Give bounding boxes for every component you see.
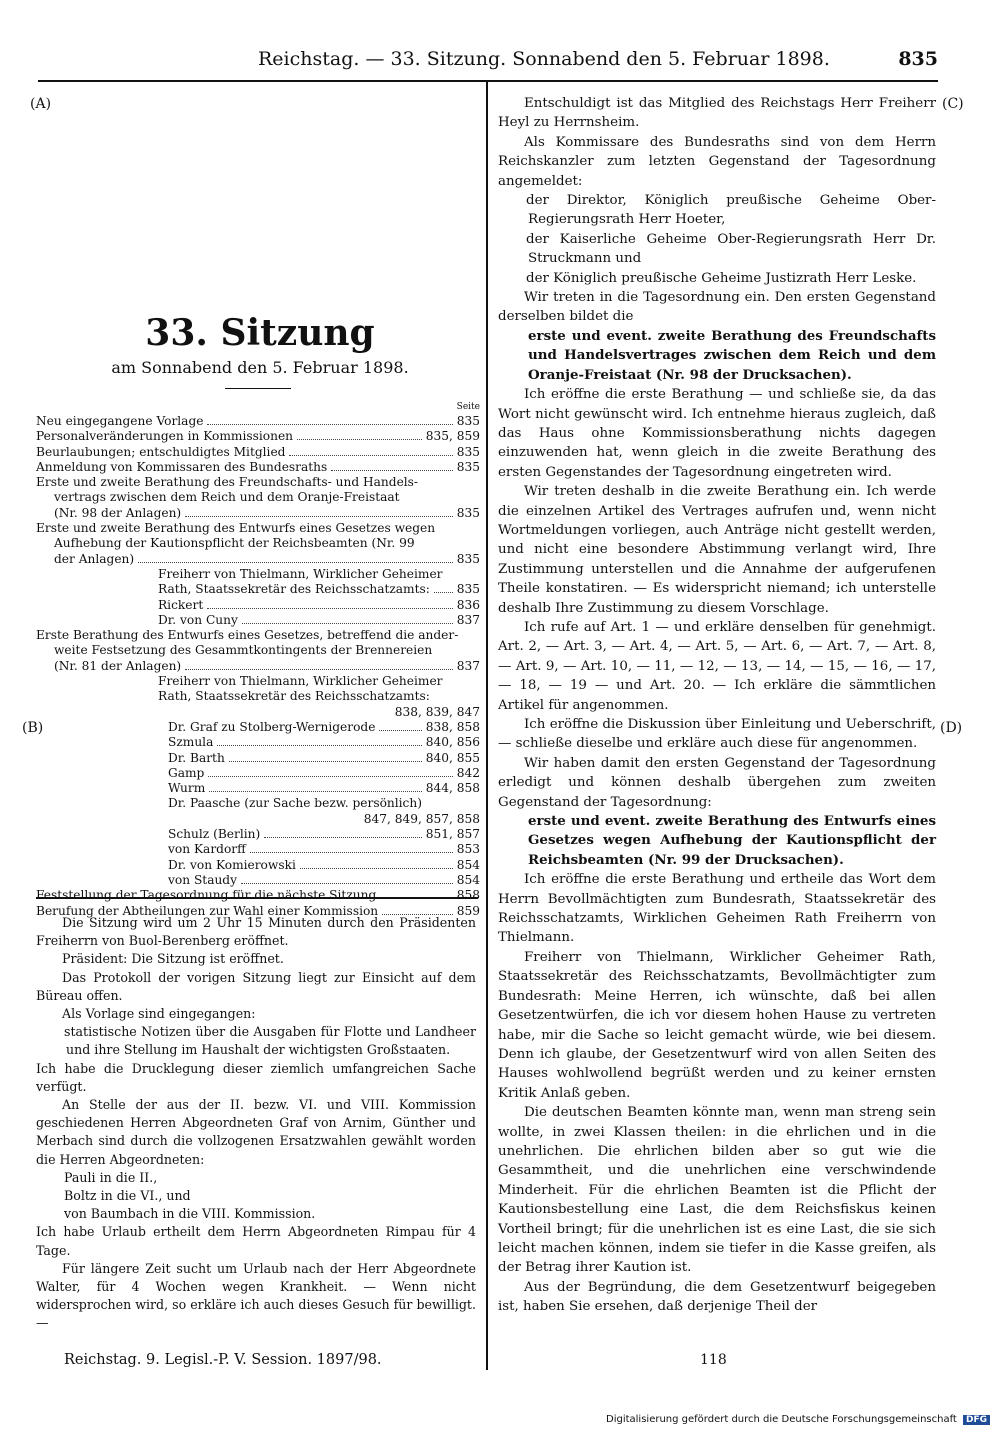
- toc-entry-text: Dr. Barth: [168, 750, 225, 765]
- toc-entry-page: 835: [456, 444, 480, 459]
- toc-entry-page: 837: [456, 658, 480, 673]
- toc-entry-page: 853: [456, 842, 480, 857]
- toc-entry-page: 835, 859: [425, 429, 480, 444]
- toc-entry-text: Gamp: [168, 765, 205, 780]
- toc-leader: [434, 583, 453, 593]
- paragraph: Ich habe Urlaub ertheilt dem Herrn Abgeordneten Rimpau für 4 Tage.: [36, 1224, 476, 1258]
- toc-leader: [207, 415, 452, 425]
- sheet-signature: 118: [700, 1352, 727, 1368]
- toc-entry-page: 838, 858: [425, 719, 480, 734]
- toc-entry: [36, 521, 480, 536]
- paragraph: Die Sitzung wird um 2 Uhr 15 Minuten durch den Präsidenten Freiherrn von Buol-Berenberg eröffnet.: [36, 915, 476, 949]
- toc-seite-label: Seite: [456, 402, 480, 412]
- toc-leader: [207, 599, 453, 609]
- margin-mark-a: (A): [30, 96, 52, 112]
- paragraph: der Königlich preußische Geheime Justizrath Herr Leske.: [526, 270, 917, 286]
- toc-entry: [36, 858, 480, 873]
- toc-entry-text: Personalveränderungen in Kommissionen: [36, 429, 294, 444]
- toc-entry-page: 835: [456, 414, 480, 428]
- paragraph: Das Protokoll der vorigen Sitzung liegt zur Einsicht auf dem Büreau offen.: [36, 969, 476, 1003]
- session-subtitle: am Sonnabend den 5. Februar 1898.: [111, 358, 409, 377]
- toc-entry-text: Schulz (Berlin): [168, 827, 261, 842]
- toc-entry-text: (Nr. 81 der Anlagen): [54, 658, 182, 673]
- session-title: 33. Sitzung: [145, 312, 375, 354]
- toc-entry-page: 836: [456, 597, 480, 612]
- toc-entry: [36, 582, 480, 597]
- toc-entry-page: 858: [456, 888, 480, 903]
- toc-entry-page: 835: [456, 505, 480, 520]
- toc-entry-page: 851, 857: [425, 827, 480, 842]
- toc-entry: [36, 842, 480, 857]
- toc-leader: [264, 828, 422, 838]
- toc-entry: [36, 735, 480, 750]
- running-title: Reichstag. — 33. Sitzung. Sonnabend den 5. Februar 1898.: [258, 48, 830, 70]
- toc-entry-page: 859: [456, 903, 480, 918]
- toc-entry-text: Berufung der Abtheilungen zur Wahl einer Kommission: [36, 903, 379, 918]
- title-rule: [225, 388, 291, 389]
- toc-rule: [36, 897, 478, 899]
- toc-entry-text: Aufhebung der Kautionspflicht der Reichsbeamten (Nr. 99: [54, 536, 415, 551]
- paragraph: Wir treten deshalb in die zweite Berathung ein. Ich werde die einzelnen Artikel des Vertrages aufrufen und, wenn nicht Wortmeldungen vorliegen, auch Anträge nicht gestellt werden, und nicht eine besondere Abstimmung verlangt wird, Ihre Zustimmung unterstellen und die Annahme der aufgerufenen Theile konstatiren. — Es widerspricht niemand; ich unterstelle deshalb Ihre Zustimmung zu diesem Vorschlage.: [498, 484, 936, 616]
- paragraph: Als Vorlage sind eingegangen:: [62, 1006, 256, 1022]
- toc-entry-text: Erste und zweite Berathung des Entwurfs eines Gesetzes wegen: [36, 521, 436, 536]
- margin-mark-b: (B): [22, 720, 44, 736]
- toc-entry-page: 840, 855: [425, 750, 480, 765]
- toc-entry: [36, 506, 480, 521]
- toc-entry-text: der Anlagen): [54, 551, 135, 566]
- toc-entry-text: Rath, Staatssekretär des Reichsschatzamts:: [158, 582, 430, 597]
- paragraph: Entschuldigt ist das Mitglied des Reichstags Herr Freiherr Heyl zu Herrnsheim.: [498, 96, 936, 131]
- paragraph: Ich habe die Drucklegung dieser ziemlich umfangreichen Sache verfügt.: [36, 1060, 476, 1094]
- toc-entry: [36, 475, 480, 490]
- paragraph: erste und event. zweite Berathung des Freundschafts und Handelsvertrages zwischen dem Reich und dem Oranje-Freistaat (Nr. 98 der Drucksachen).: [528, 327, 936, 383]
- toc-entry: [36, 796, 480, 811]
- toc-leader: [162, 707, 391, 716]
- footer-left: Reichstag. 9. Legisl.-P. V. Session. 1897/98.: [64, 1352, 382, 1368]
- toc-entry-text: weite Festsetzung des Gesammtkontingents der Brennereien: [54, 643, 433, 658]
- paragraph: der Kaiserliche Geheime Ober-Regierungsrath Herr Dr. Struckmann und: [526, 231, 936, 267]
- paragraph: Pauli in die II.,: [64, 1169, 158, 1185]
- paragraph: Aus der Begründung, die dem Gesetzentwurf beigegeben ist, haben Sie ersehen, daß derjenige Theil der: [498, 1279, 936, 1315]
- toc-entry-page: 854: [456, 872, 480, 887]
- toc-leader: [250, 843, 453, 853]
- toc-entry-text: Rickert: [158, 597, 204, 612]
- toc-rows: [36, 414, 480, 919]
- toc-entry: [36, 674, 480, 689]
- toc-entry: [36, 598, 480, 613]
- running-header: [230, 44, 940, 74]
- toc-entry-text: von Kardorff: [168, 842, 246, 857]
- toc-entry-text: Dr. von Komierowski: [168, 857, 296, 872]
- toc-leader: [379, 721, 421, 731]
- toc-entry: [36, 567, 480, 582]
- toc-entry: [36, 659, 480, 674]
- paragraph: Ich eröffne die Diskussion über Einleitung und Ueberschrift, — schließe dieselbe und erkläre auch diese für angenommen.: [498, 717, 936, 752]
- toc-entry-text: Szmula: [168, 735, 214, 750]
- toc-entry-text: (Nr. 98 der Anlagen): [54, 505, 182, 520]
- toc-entry-page: 835: [456, 551, 480, 566]
- toc-entry: [36, 628, 480, 643]
- paragraph: Ich rufe auf Art. 1 — und erkläre denselben für genehmigt. Art. 2, — Art. 3, — Art. 4, — Art. 5, — Art. 6, — Art. 7, — Art. 8, — Art. 9, — Art. 10, — 11, — 12, — 13, — 14, — 15, — 16, — 17, — 18, — 19 — und Art. 20. — Ich erkläre die sämmtlichen Artikel für angenommen.: [498, 619, 936, 713]
- toc-entry-page: 844, 858: [425, 781, 480, 796]
- paragraph: erste und event. zweite Berathung des Entwurfs eines Gesetzes wegen Aufhebung der Kautionspflicht der Reichsbeamten (Nr. 99 der Drucksachen).: [528, 813, 936, 868]
- toc-entry-text: Neu eingegangene Vorlage: [36, 414, 204, 428]
- paragraph: von Baumbach in die VIII. Kommission.: [64, 1206, 316, 1222]
- toc-leader: [185, 507, 453, 517]
- toc-entry: [36, 766, 480, 781]
- toc-leader: [208, 767, 452, 777]
- toc-entry-page: 835: [456, 582, 480, 597]
- margin-mark-d: (D): [940, 720, 963, 736]
- toc-entry-text: Freiherr von Thielmann, Wirklicher Geheimer: [158, 674, 443, 689]
- toc-leader: [209, 782, 421, 792]
- toc-entry: [36, 781, 480, 796]
- toc-entry: [36, 720, 480, 735]
- toc-leader: [185, 660, 453, 670]
- paragraph: statistische Notizen über die Ausgaben für Flotte und Landheer und ihre Stellung im Haushalt der wichtigsten Großstaaten.: [64, 1024, 476, 1058]
- paragraph: An Stelle der aus der II. bezw. VI. und VIII. Kommission geschiedenen Herren Abgeordneten Graf von Arnim, Günther und Merbach sind durch die vollzogenen Ersatzwahlen gewählt worden die Herren Abgeordneten:: [36, 1097, 476, 1167]
- toc-entry-text: von Staudy: [168, 872, 237, 887]
- paragraph: Ich eröffne die erste Berathung und ertheile das Wort dem Herrn Bevollmächtigten zum Bundesrath, Staatssekretär des Reichsschatzamts, Wirklichen Geheimen Rath Freiherrn von Thielmann.: [498, 872, 936, 946]
- column-divider: [486, 80, 488, 1370]
- toc-entry-page: 837: [456, 612, 480, 627]
- toc-entry: [36, 827, 480, 842]
- toc-entry-text: Erste und zweite Berathung des Freundschafts- und Handels-: [36, 475, 419, 490]
- toc-leader: [289, 446, 452, 456]
- paragraph: Die deutschen Beamten könnte man, wenn man streng sein wollte, in zwei Klassen theilen: in die ehrlichen und in die unehrlichen. Die ehrlichen bilden aber so gut wie die Gesammtheit, und die unehrlichen eine verschwindende Minderheit. Für die ehrlichen Beamten ist die Pflicht der Kautionsbestellung eine Last, die dem Reichsfiskus keinen Vortheil bringt; für die unehrlichen ist es eine Last, die sie sich leicht machen können, indem sie tiefer in die Kasse greifen, als der Betrag ihrer Kaution ist.: [498, 1105, 936, 1276]
- toc-leader: [331, 461, 452, 471]
- toc-leader: [297, 430, 422, 440]
- toc-entry-text: Beurlaubungen; entschuldigtes Mitglied: [36, 444, 286, 459]
- toc-entry-text: Dr. Graf zu Stolberg-Wernigerode: [168, 719, 376, 734]
- digitization-credit: [606, 1414, 990, 1425]
- credit-text: Digitalisierung gefördert durch die Deutsche Forschungsgemeinschaft: [606, 1414, 957, 1425]
- header-rule: [38, 80, 938, 82]
- toc-entry-text: Anmeldung von Kommissaren des Bundesraths: [36, 459, 328, 474]
- toc-entry: [36, 689, 480, 704]
- toc-leader: [138, 553, 453, 563]
- toc-entry-page: 842: [456, 765, 480, 780]
- paragraph: der Direktor, Königlich preußische Geheime Ober-Regierungsrath Herr Hoeter,: [526, 193, 936, 228]
- margin-mark-c: (C): [942, 96, 964, 112]
- toc-entry-text: Rath, Staatssekretär des Reichsschatzamts:: [158, 689, 430, 704]
- toc-entry-page: 854: [456, 857, 480, 872]
- toc-leader: [300, 859, 453, 869]
- toc-leader: [242, 614, 453, 624]
- paragraph: Wir treten in die Tagesordnung ein. Den ersten Gegenstand derselben bildet die: [498, 290, 936, 325]
- paragraph: Als Kommissare des Bundesraths sind von dem Herrn Reichskanzler zum letzten Gegenstand der Tagesordnung angemeldet:: [498, 134, 936, 189]
- toc-entry: [36, 888, 480, 903]
- toc-entry-page: 835: [456, 459, 480, 474]
- toc-leader: [217, 736, 421, 746]
- toc-leader: [382, 905, 453, 915]
- toc-entry: [36, 705, 480, 720]
- dfg-logo: DFG: [963, 1415, 990, 1425]
- paragraph: Wir haben damit den ersten Gegenstand der Tagesordnung erledigt und können deshalb übergehen zum zweiten Gegenstand der Tagesordnung:: [498, 755, 936, 810]
- paragraph: Für längere Zeit sucht um Urlaub nach der Herr Abgeordnete Walter, für 4 Wochen wegen Krankheit. — Wenn nicht widersprochen wird, so erkläre ich auch dieses Gesuch für bewilligt. —: [36, 1260, 476, 1331]
- toc-entry-text: Freiherr von Thielmann, Wirklicher Geheimer: [158, 566, 443, 581]
- toc-leader: [241, 874, 453, 884]
- toc-entry-page: 838, 839, 847: [394, 704, 480, 719]
- toc-entry-text: Feststellung der Tagesordnung für die nächste Sitzung: [36, 888, 377, 903]
- paragraph: Präsident: Die Sitzung ist eröffnet.: [62, 951, 284, 967]
- paragraph: Ich eröffne die erste Berathung — und schließe sie, da das Wort nicht gewünscht wird. Ich entnehme hieraus zugleich, daß das Haus ohne Kommissionsberathung nichts dagegen einzuwenden hat, wenn gleich in die zweite Berathung des ersten Gegenstandes der Tagesordnung eingetreten wird.: [498, 387, 936, 480]
- toc-entry-page: 840, 856: [425, 735, 480, 750]
- toc-entry: [36, 414, 480, 429]
- toc-entry: [36, 460, 480, 475]
- right-column-body: [498, 94, 936, 1317]
- toc-leader: [172, 814, 360, 823]
- toc-entry: [36, 552, 480, 567]
- paragraph: Boltz in die VI., und: [64, 1188, 191, 1204]
- toc-entry: [36, 445, 480, 460]
- paragraph: Freiherr von Thielmann, Wirklicher Geheimer Rath, Staatssekretär des Reichsschatzamts, Bevollmächtigter zum Bundesrath: Meine Herren, ich wünschte, daß bei allen Gesetzentwürfen, die ich vor diesem hohen Hause zu vertreten habe, mir die Sache so leicht gemacht würde, wie bei diesem. Denn ich glaube, der Gesetzentwurf wird von allen Seiten des Hauses wohlwollend begrüßt werden und zu keiner ernsten Kritik Anlaß geben.: [498, 949, 936, 1101]
- toc-entry-text: vertrags zwischen dem Reich und dem Oranje-Freistaat: [54, 490, 400, 505]
- toc-entry-text: Dr. Paasche (zur Sache bezw. persönlich): [168, 796, 422, 811]
- toc-entry-text: Wurm: [168, 781, 206, 796]
- left-column-body: [36, 914, 476, 1333]
- toc-entry-page: 847, 849, 857, 858: [363, 811, 480, 826]
- table-of-contents: [36, 400, 480, 919]
- toc-leader: [229, 752, 422, 762]
- toc-entry: [36, 873, 480, 888]
- page-number: 835: [898, 48, 938, 70]
- toc-entry-text: Erste Berathung des Entwurfs eines Gesetzes, betreffend die ander-: [36, 628, 459, 643]
- toc-entry: [36, 429, 480, 444]
- toc-entry: [36, 812, 480, 827]
- toc-entry: [36, 490, 480, 505]
- toc-entry-text: Dr. von Cuny: [158, 612, 238, 627]
- toc-entry: [36, 613, 480, 628]
- toc-entry: [36, 643, 480, 658]
- toc-entry: [36, 536, 480, 551]
- toc-entry: [36, 751, 480, 766]
